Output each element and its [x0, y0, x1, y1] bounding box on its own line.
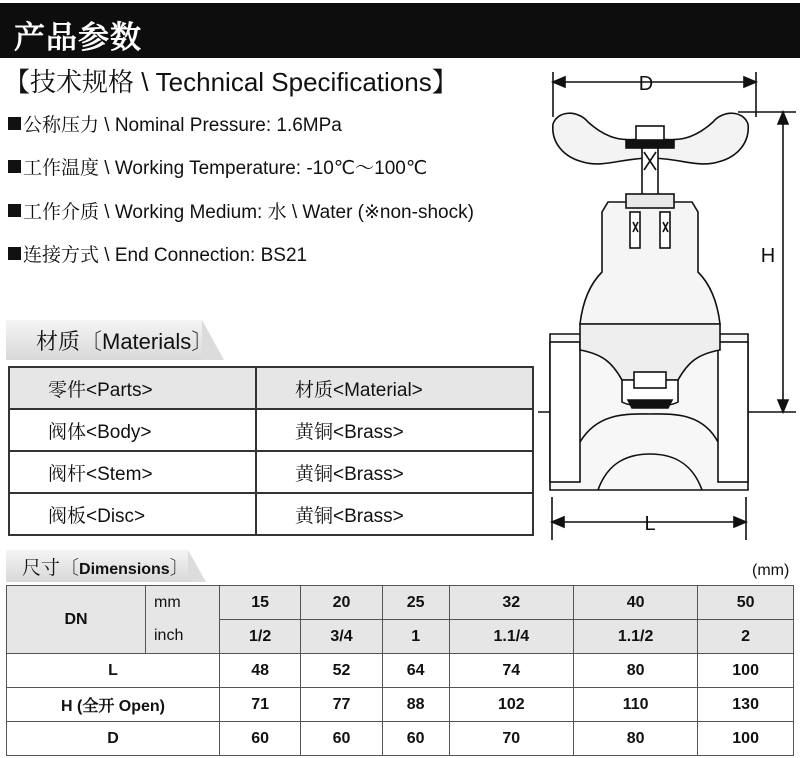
- spec-text: 工作介质 \ Working Medium: 水 \ Water (※non-shock): [23, 202, 474, 223]
- value-cell: 100: [698, 654, 794, 688]
- value-cell: 130: [698, 688, 794, 722]
- spec-text: 工作温度 \ Working Temperature: -10℃～100℃: [23, 158, 428, 179]
- mm-label: mm: [146, 586, 220, 620]
- handwheel-hub: [626, 140, 674, 148]
- label-d: D: [638, 73, 654, 95]
- dn-inch-cell: 1.1/4: [449, 620, 573, 654]
- part-cell: 阀杆<Stem>: [9, 451, 256, 493]
- square-bullet-icon: [8, 204, 21, 217]
- row-label-d: D: [7, 722, 220, 756]
- materials-tab: [6, 320, 214, 360]
- spec-text: 公称压力 \ Nominal Pressure: 1.6MPa: [23, 115, 342, 136]
- table-row: [9, 493, 533, 535]
- label-l: L: [644, 513, 656, 535]
- value-cell: 74: [449, 654, 573, 688]
- value-cell: 80: [573, 722, 697, 756]
- value-cell: 80: [573, 654, 697, 688]
- spec-item-connection: [8, 240, 307, 267]
- dn-mm-cell: 32: [449, 586, 573, 620]
- spec-heading: 【技术规格 \ Technical Specifications】: [4, 67, 458, 97]
- dn-mm-cell: 20: [301, 586, 382, 620]
- materials-table: [8, 366, 534, 536]
- unit-note: (mm): [752, 562, 790, 579]
- value-cell: 52: [301, 654, 382, 688]
- arrow-icon: [778, 400, 788, 412]
- square-bullet-icon: [8, 247, 21, 260]
- part-cell: 阀板<Disc>: [9, 493, 256, 535]
- value-cell: 64: [382, 654, 449, 688]
- arrow-icon: [734, 517, 746, 527]
- arrow-icon: [778, 112, 788, 124]
- header-parts: 零件<Parts>: [9, 367, 256, 409]
- dn-mm-cell: 15: [220, 586, 301, 620]
- value-cell: 100: [698, 722, 794, 756]
- value-cell: 70: [449, 722, 573, 756]
- dn-inch-cell: 3/4: [301, 620, 382, 654]
- value-cell: 71: [220, 688, 301, 722]
- spec-item-pressure: [8, 110, 342, 137]
- row-label-l: L: [7, 654, 220, 688]
- value-cell: 60: [382, 722, 449, 756]
- dimensions-title-cn: 尺寸〔: [22, 557, 80, 579]
- value-cell: 110: [573, 688, 697, 722]
- spec-item-temperature: [8, 153, 427, 180]
- spec-text: 连接方式 \ End Connection: BS21: [23, 245, 308, 266]
- dn-mm-cell: 25: [382, 586, 449, 620]
- material-cell: 黄铜<Brass>: [256, 409, 533, 451]
- table-row: [9, 451, 533, 493]
- value-cell: 60: [301, 722, 382, 756]
- label-h: H: [760, 245, 776, 267]
- square-bullet-icon: [8, 117, 21, 130]
- value-cell: 88: [382, 688, 449, 722]
- table-row: [7, 722, 794, 756]
- value-cell: 48: [220, 654, 301, 688]
- dn-inch-cell: 1.1/2: [573, 620, 697, 654]
- dimensions-title-en: Dimensions: [79, 560, 170, 578]
- arrow-icon: [552, 517, 564, 527]
- value-cell: 77: [301, 688, 382, 722]
- table-header-row: [7, 586, 794, 620]
- page-title: 产品参数: [14, 20, 142, 56]
- dn-label: DN: [7, 586, 146, 654]
- dimensions-tab: [6, 550, 188, 582]
- table-row: [9, 409, 533, 451]
- header-bar: [0, 3, 800, 58]
- dn-mm-cell: 50: [698, 586, 794, 620]
- spec-item-medium: [8, 197, 474, 224]
- gate-valve-drawing: [538, 62, 800, 548]
- dimensions-title: [22, 553, 189, 580]
- arrow-icon: [553, 77, 565, 87]
- dn-mm-cell: 40: [573, 586, 697, 620]
- header-material: 材质<Material>: [256, 367, 533, 409]
- table-row: [7, 688, 794, 722]
- materials-title: 材质〔Materials〕: [36, 328, 214, 354]
- table-header-row: [9, 367, 533, 409]
- material-cell: 黄铜<Brass>: [256, 493, 533, 535]
- dn-inch-cell: 2: [698, 620, 794, 654]
- part-cell: 阀体<Body>: [9, 409, 256, 451]
- value-cell: 60: [220, 722, 301, 756]
- bonnet: [580, 202, 720, 324]
- row-label-h: H (全开 Open): [7, 688, 220, 722]
- arrow-icon: [744, 77, 756, 87]
- value-cell: 102: [449, 688, 573, 722]
- dimensions-title-end: 〕: [169, 557, 189, 579]
- dn-inch-cell: 1/2: [220, 620, 301, 654]
- dimensions-table: [6, 585, 794, 756]
- material-cell: 黄铜<Brass>: [256, 451, 533, 493]
- dn-inch-cell: 1: [382, 620, 449, 654]
- square-bullet-icon: [8, 160, 21, 173]
- inch-label: inch: [146, 620, 220, 654]
- table-row: [7, 654, 794, 688]
